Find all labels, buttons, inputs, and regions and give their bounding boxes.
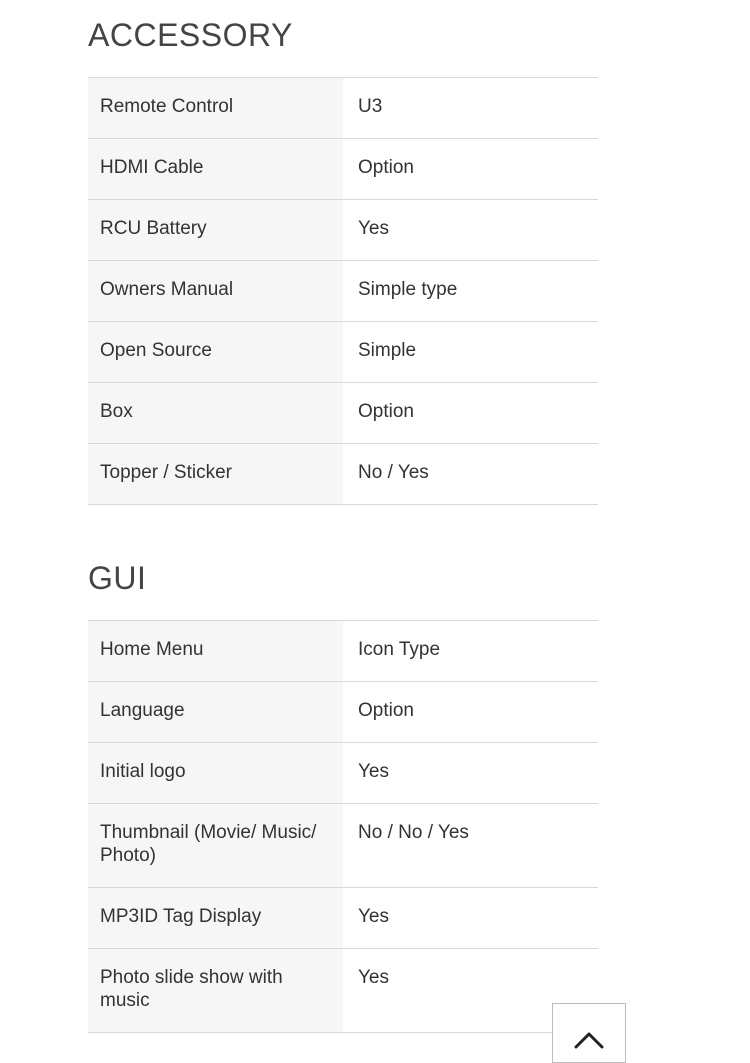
spec-row-mp3id-tag-display — [88, 888, 598, 949]
spec-label: Box — [88, 383, 343, 443]
spec-label: MP3ID Tag Display — [88, 888, 343, 948]
spec-row-home-menu — [88, 621, 598, 682]
spec-label: Remote Control — [88, 78, 343, 138]
spec-label: Thumbnail (Movie/ Music/ Photo) — [88, 804, 343, 887]
accessory-spec-table — [88, 77, 598, 505]
spec-value: No / No / Yes — [343, 804, 598, 887]
spec-label: HDMI Cable — [88, 139, 343, 199]
spec-row-photo-slide-show — [88, 949, 598, 1033]
spec-row-remote-control — [88, 78, 598, 139]
spec-row-hdmi-cable — [88, 139, 598, 200]
spec-row-thumbnail — [88, 804, 598, 888]
chevron-up-icon — [574, 1004, 604, 1054]
spec-label: Photo slide show with music — [88, 949, 343, 1032]
spec-label: Owners Manual — [88, 261, 343, 321]
spec-label: Topper / Sticker — [88, 444, 343, 504]
spec-value: No / Yes — [343, 444, 598, 504]
spec-row-open-source — [88, 322, 598, 383]
gui-spec-table — [88, 620, 598, 1033]
spec-value: Yes — [343, 949, 598, 1032]
spec-value: Option — [343, 682, 598, 742]
back-to-top-button[interactable] — [552, 1003, 626, 1063]
gui-section — [88, 542, 598, 1033]
section-title-gui: GUI — [88, 560, 147, 596]
spec-value: Option — [343, 383, 598, 443]
spec-label: Home Menu — [88, 621, 343, 681]
spec-row-language — [88, 682, 598, 743]
spec-value: Simple — [343, 322, 598, 382]
spec-label: RCU Battery — [88, 200, 343, 260]
spec-label: Open Source — [88, 322, 343, 382]
spec-value: Simple type — [343, 261, 598, 321]
spec-value: Yes — [343, 200, 598, 260]
spec-row-owners-manual — [88, 261, 598, 322]
spec-label: Language — [88, 682, 343, 742]
spec-value: Yes — [343, 743, 598, 803]
spec-row-topper-sticker — [88, 444, 598, 505]
spec-value: Yes — [343, 888, 598, 948]
spec-row-box — [88, 383, 598, 444]
spec-label: Initial logo — [88, 743, 343, 803]
spec-value: U3 — [343, 78, 598, 138]
accessory-section — [88, 0, 598, 505]
spec-row-initial-logo — [88, 743, 598, 804]
spec-value: Option — [343, 139, 598, 199]
section-title-accessory: ACCESSORY — [88, 17, 293, 53]
spec-row-rcu-battery — [88, 200, 598, 261]
spec-value: Icon Type — [343, 621, 598, 681]
